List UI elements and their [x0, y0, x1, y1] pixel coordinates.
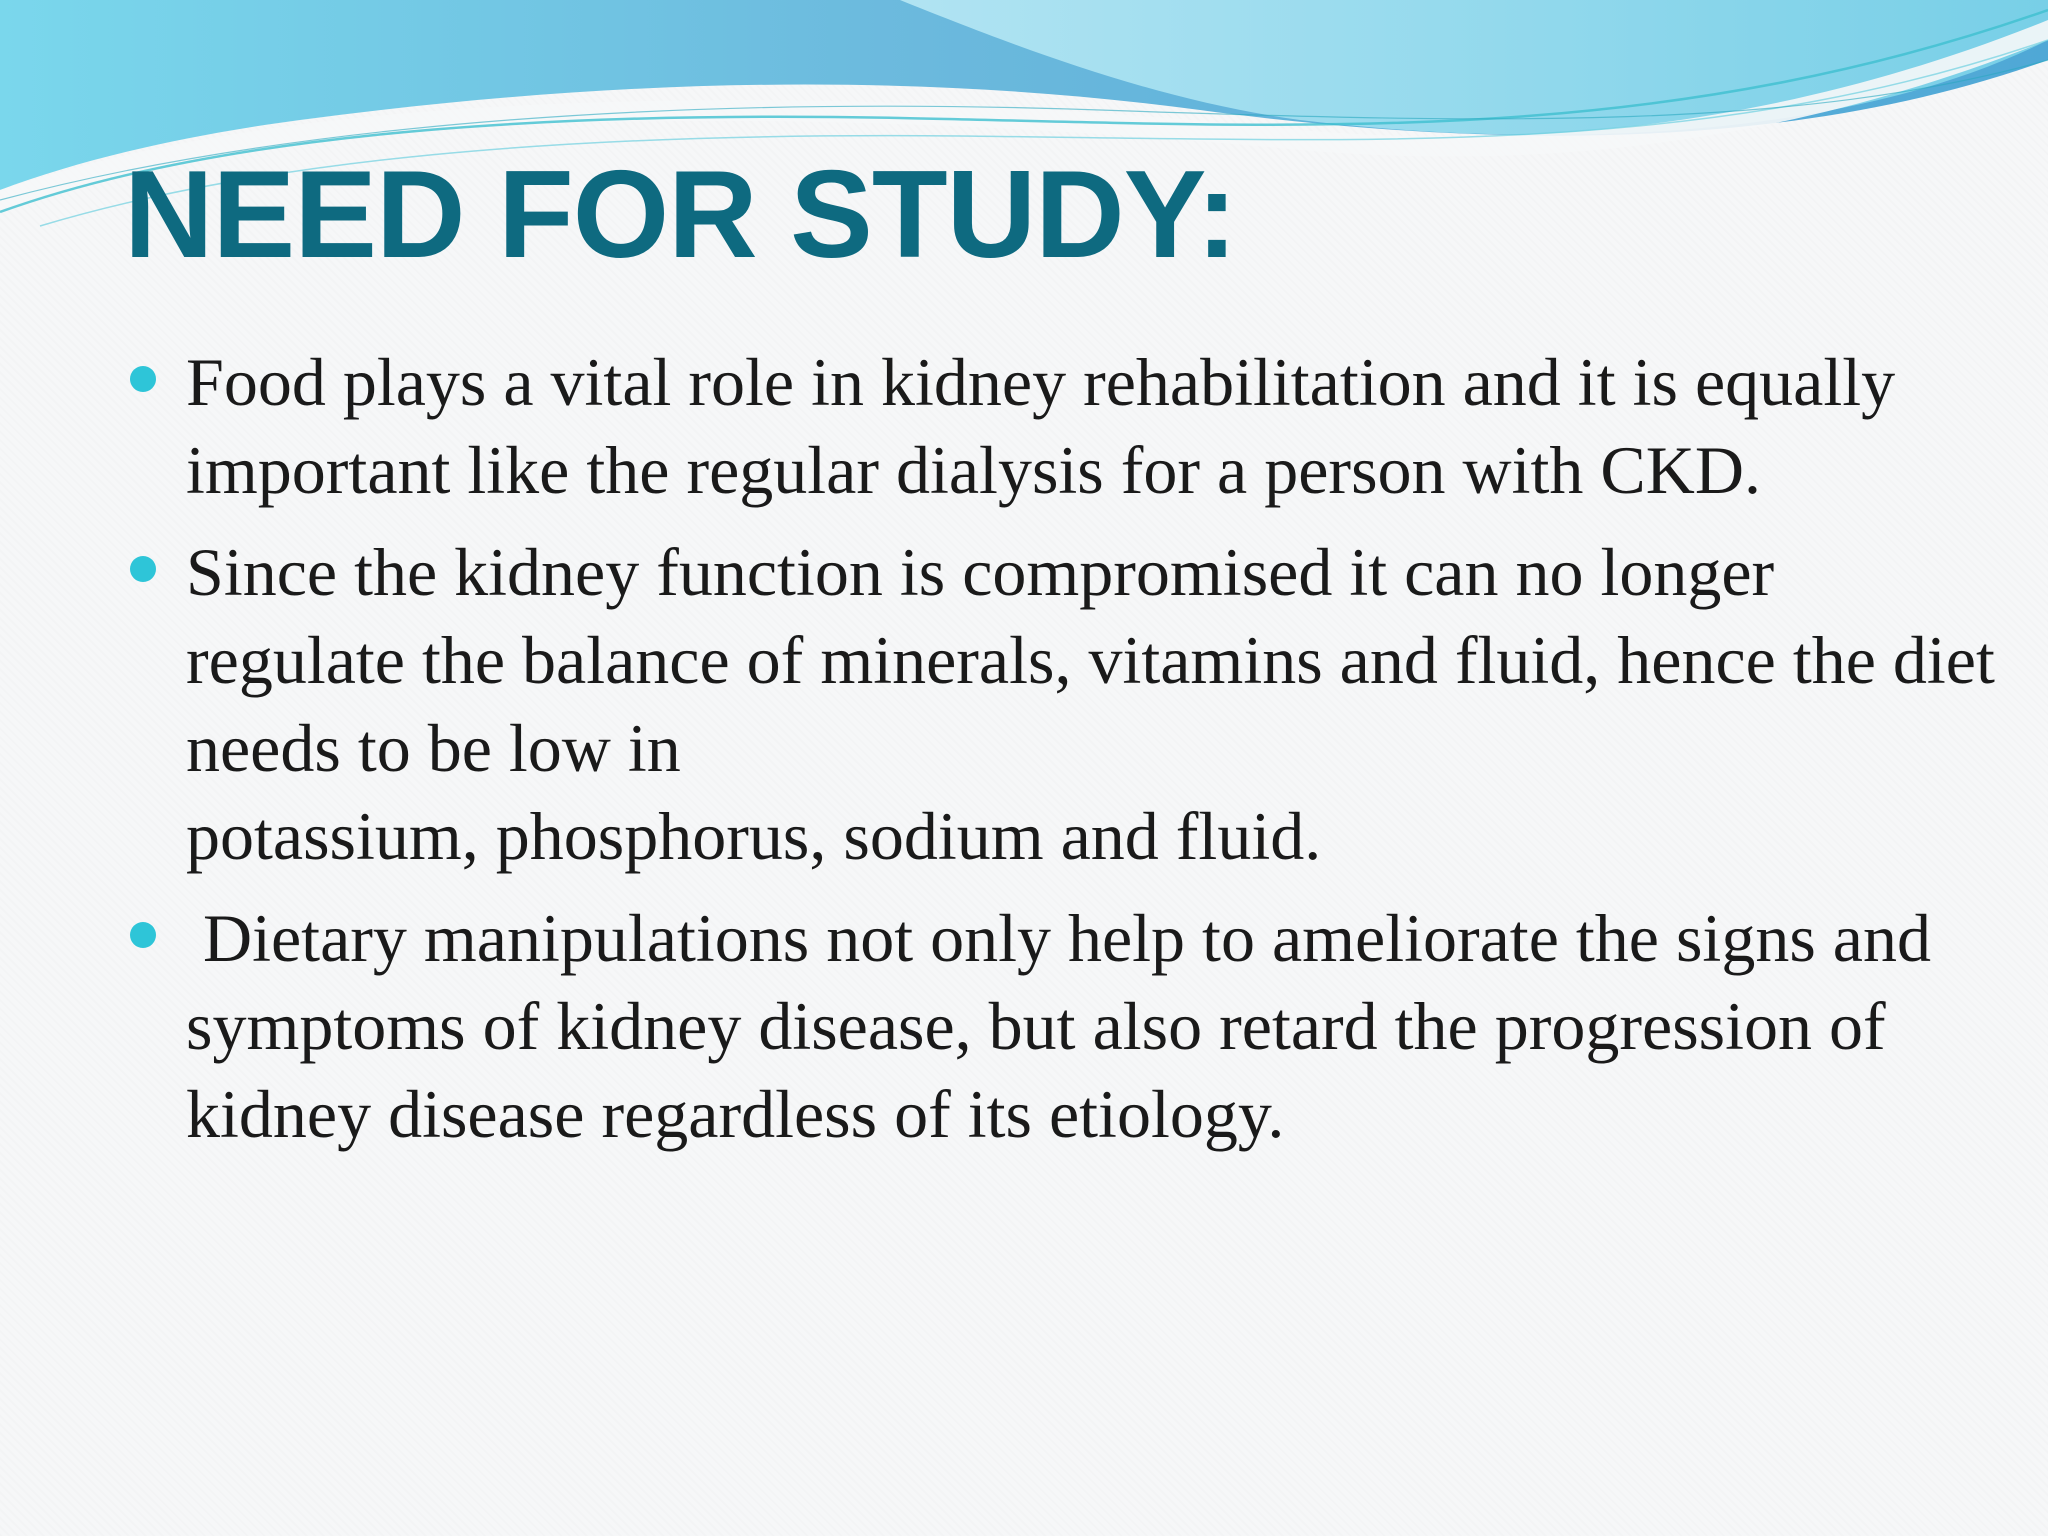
bullet-dot-icon	[130, 556, 156, 582]
bullet-dot-icon	[130, 922, 156, 948]
bullet-dot-icon	[130, 366, 156, 392]
bullet-item	[130, 338, 2010, 514]
bullet-text: Since the kidney function is compromised it can no longer regulate the balance of minerals, vitamins and fluid, hence the diet needs to be low in potassium, phosphorus, sodium and fluid.	[186, 534, 1995, 874]
bullet-text: Food plays a vital role in kidney rehabilitation and it is equally important like the regular dialysis for a person with CKD.	[186, 344, 1913, 508]
bullet-list	[130, 338, 2010, 1172]
bullet-item	[130, 894, 2010, 1158]
slide-title: NEED FOR STUDY:	[124, 146, 1237, 284]
bullet-item	[130, 528, 2010, 880]
bullet-text: Dietary manipulations not only help to ameliorate the signs and symptoms of kidney disease, but also retard the progression of kidney disease regardless of its etiology.	[186, 900, 1948, 1152]
